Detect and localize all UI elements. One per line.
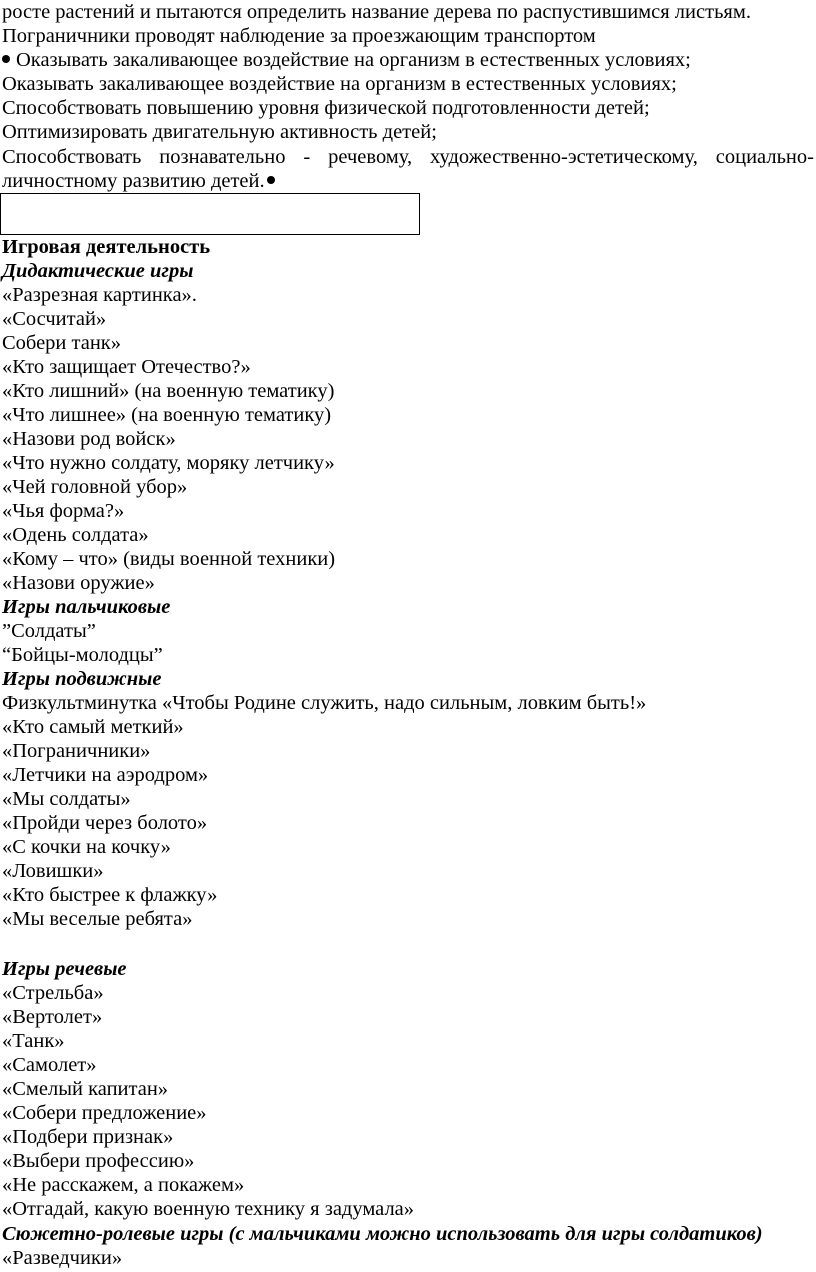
goal-word: - [303, 146, 311, 168]
goal-item-continuation [2, 169, 814, 193]
list-item: «С кочки на кочку» [2, 836, 171, 858]
subsection-heading-didactic: Дидактические игры [2, 260, 194, 282]
goal-word: познавательно [159, 146, 286, 168]
bullet-dot-icon [267, 176, 275, 184]
goal-item [2, 48, 814, 72]
list-item: «Одень солдата» [2, 524, 149, 546]
list-item: «Подбери признак» [2, 1126, 174, 1148]
goal-word: социально- [715, 146, 814, 168]
goal-word: Способствовать [2, 146, 142, 168]
list-item: «Смелый капитан» [2, 1078, 169, 1100]
intro-line-1: росте растений и пытаются определить название дерева по распустившимся листьям. [2, 1, 751, 23]
list-item: «Не расскажем, а покажем» [2, 1174, 245, 1196]
subsection-heading-speech: Игры речевые [2, 958, 127, 980]
list-item: «Танк» [2, 1030, 65, 1052]
list-item: «Собери предложение» [2, 1102, 207, 1124]
goal-word: художественно-эстетическому, [430, 146, 698, 168]
list-item: «Мы солдаты» [2, 788, 131, 810]
list-item: «Пройди через болото» [2, 812, 208, 834]
empty-table-cell [0, 193, 420, 235]
list-item: «Пограничники» [2, 740, 151, 762]
list-item: «Чей головной убор» [2, 476, 188, 498]
list-item: «Самолет» [2, 1054, 97, 1076]
list-item: “Бойцы-молодцы” [2, 644, 163, 666]
list-item: «Стрельба» [2, 982, 104, 1004]
goal-text: личностному развитию детей. [2, 170, 265, 192]
goal-item: Оптимизировать двигательную активность детей; [2, 121, 437, 143]
list-item: «Чья форма?» [2, 500, 125, 522]
list-item: ”Солдаты” [2, 620, 96, 642]
list-item: «Кто быстрее к флажку» [2, 884, 218, 906]
list-item: Физкультминутка «Чтобы Родине служить, надо сильным, ловким быть!» [2, 692, 647, 714]
list-item: «Кому – что» (виды военной техники) [2, 548, 336, 570]
goal-item: Оказывать закаливающее воздействие на организм в естественных условиях; [2, 73, 677, 95]
list-item: «Летчики на аэродром» [2, 764, 209, 786]
list-item: «Назови оружие» [2, 572, 155, 594]
goal-word: речевому, [328, 146, 413, 168]
subsection-heading-outdoor: Игры подвижные [2, 668, 162, 690]
intro-line-2: Пограничники проводят наблюдение за проезжающим транспортом [2, 25, 596, 47]
list-item: «Ловишки» [2, 860, 104, 882]
section-title: Игровая деятельность [2, 236, 211, 258]
list-item: «Сосчитай» [2, 308, 107, 330]
list-item: «Разведчики» [2, 1247, 123, 1269]
list-item: «Кто самый меткий» [2, 716, 184, 738]
list-item: «Отгадай, какую военную технику я задумала» [2, 1198, 415, 1220]
list-item: «Что нужно солдату, моряку летчику» [2, 452, 335, 474]
goal-item: Способствовать повышению уровня физической подготовленности детей; [2, 97, 650, 119]
list-item: «Назови род войск» [2, 428, 176, 450]
list-item: Собери танк» [2, 332, 122, 354]
list-item: «Мы веселые ребята» [2, 908, 193, 930]
bullet-dot-icon [2, 55, 10, 63]
goal-text: Оказывать закаливающее воздействие на организм в естественных условиях; [16, 49, 691, 71]
goal-item-justified [2, 145, 814, 169]
list-item: «Разрезная картинка». [2, 284, 197, 306]
subsection-heading-role-play: Сюжетно-ролевые игры (с мальчиками можно использовать для игры солдатиков) [2, 1223, 763, 1245]
list-item: «Кто лишний» (на военную тематику) [2, 380, 335, 402]
list-item: «Что лишнее» (на военную тематику) [2, 404, 332, 426]
list-item: «Вертолет» [2, 1006, 103, 1028]
list-item: «Кто защищает Отечество?» [2, 356, 251, 378]
subsection-heading-finger: Игры пальчиковые [2, 596, 171, 618]
list-item: «Выбери профессию» [2, 1150, 195, 1172]
